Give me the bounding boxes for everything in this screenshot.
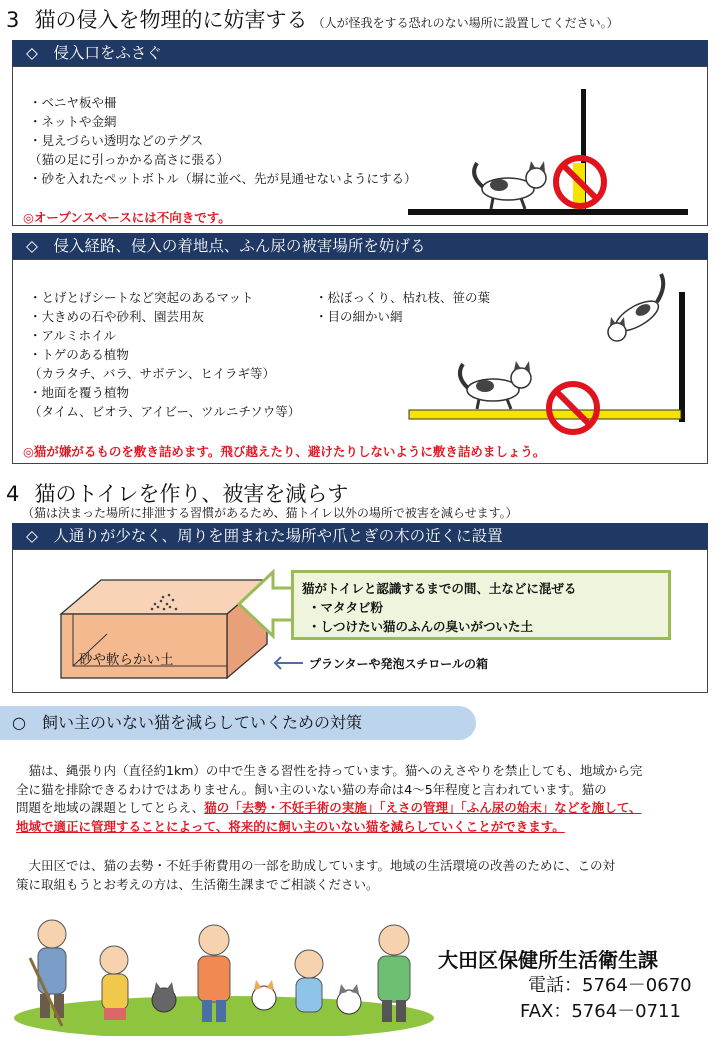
ground-line [408,209,688,215]
section4-number: 4 [6,482,20,506]
list-item: ・砂を入れたペットボトル（塀に並べ、先が見通せないようにする） [29,171,417,186]
section4-note: （猫は決まった場所に排泄する習慣があるため、猫トイレ以外の場所で被害を減らせます。） [22,506,518,520]
mat-strip [409,410,681,419]
footer-fax: FAX：5764－0711 [520,1001,681,1022]
block2-list-left [29,288,300,421]
list-item: ・目の細かい網 [315,309,403,324]
section3-title-row [6,4,619,34]
section3-note: （人が怪我をする恐れのない場所に設置してください。） [312,16,619,30]
planter-label: プランターや発泡スチロールの箱 [309,657,489,671]
sand-box [61,614,227,678]
block2-warning: ◎猫が嫌がるものを敷き詰めます。飛び越えたり、避けたりしないように敷き詰めましょう。 [23,444,546,459]
list-item: ・大きめの石や砂利、園芸用灰 [29,309,205,324]
section4-title: 猫のトイレを作り、被害を減らす [34,482,349,506]
text-line: 全に猫を排除できるわけではありません。飼い主のいない猫の寿命は4～5年程度と言われています。猫の [16,781,607,797]
section3-number: 3 [6,8,20,32]
section5-heading: ○ 飼い主のいない猫を減らしていくための対策 [0,706,476,740]
block2-heading: ◇ 侵入経路、侵入の着地点、ふん尿の被害場所を妨げる [12,233,708,259]
person-icon [295,950,323,1012]
text-line: 大田区では、猫の去勢・不妊手術費用の一部を助成しています。地域の生活環境の改善のために、この対 [16,858,616,873]
wall-post [679,292,685,422]
cat-icon [337,984,361,1014]
list-item: ・見えづらい透明などのテグス [29,133,204,148]
block2-box [12,259,708,464]
list-item: ・とげとげシートなど突起のあるマット [29,290,254,305]
text-line: 策に取組もうとお考えの方は、生活衛生課までご相談ください。 [16,876,379,892]
list-item: ・ネットや金網 [29,114,117,129]
footer-department: 大田区保健所生活衛生課 [438,948,658,972]
list-item: （タイム、ビオラ、アイビー、ツルニチソウ等） [29,404,301,419]
block1-illustration [403,83,699,223]
text-line: 問題を地域の課題としてとらえ、猫の「去勢・不妊手術の実施」「えさの管理」「ふん尿の始末」などを施して、 [16,800,642,815]
section5-paragraph1 [16,762,716,836]
callout-line: ・しつけたい猫のふんの臭いがついた土 [308,619,534,634]
list-item: ・アルミホイル [29,328,117,343]
cat-icon [474,161,546,209]
block1-heading: ◇ 侵入口をふさぐ [12,40,708,66]
list-item: ・松ぼっくり、枯れ枝、笹の葉 [315,290,491,305]
block1-list [29,93,417,188]
footer-tel: 電話：5764－0670 [528,975,692,996]
list-item: （猫の足に引っかかる高さに張る） [29,152,230,167]
text-line: 猫は、縄張り内（直径約1km）の中で生きる習性を持っています。猫へのえさやりを禁止しても、地域から完 [16,763,643,778]
block3-heading: ◇ 人通りが少なく、周りを囲まれた場所や爪とぎの木の近くに設置 [12,523,708,549]
box-label: 砂や軟らかい土 [79,652,174,668]
list-item: ・地面を覆う植物 [29,385,130,400]
block2-illustration [405,266,701,438]
callout-line: ・マタタビ粉 [308,600,384,615]
section3-title: 猫の侵入を物理的に妨害する [34,8,308,32]
cat-icon [152,982,176,1012]
list-item: ・トゲのある植物 [29,347,129,362]
list-item: ・ベニヤ板や柵 [29,95,117,110]
block1-warning: ◎オープンスペースには不向きです。 [23,210,231,225]
cat-icon [252,980,276,1010]
text-line: 地域で適正に管理することによって、将来的に飼い主のいない猫を減らしていくことができます。 [16,818,565,834]
people-cats-illustration [14,908,434,1036]
person-icon [100,946,128,1020]
list-item: （カラタチ、バラ、サボテン、ヒイラギ等） [29,366,276,381]
section5-paragraph2 [16,857,716,894]
callout-line: 猫がトイレと認識するまでの間、土などに混ぜる [302,581,577,596]
cat-walking-icon [460,361,531,409]
block3-box [12,549,708,693]
block1-box [12,66,708,226]
callout-box [291,570,671,640]
cat-jumping-icon [608,274,663,341]
